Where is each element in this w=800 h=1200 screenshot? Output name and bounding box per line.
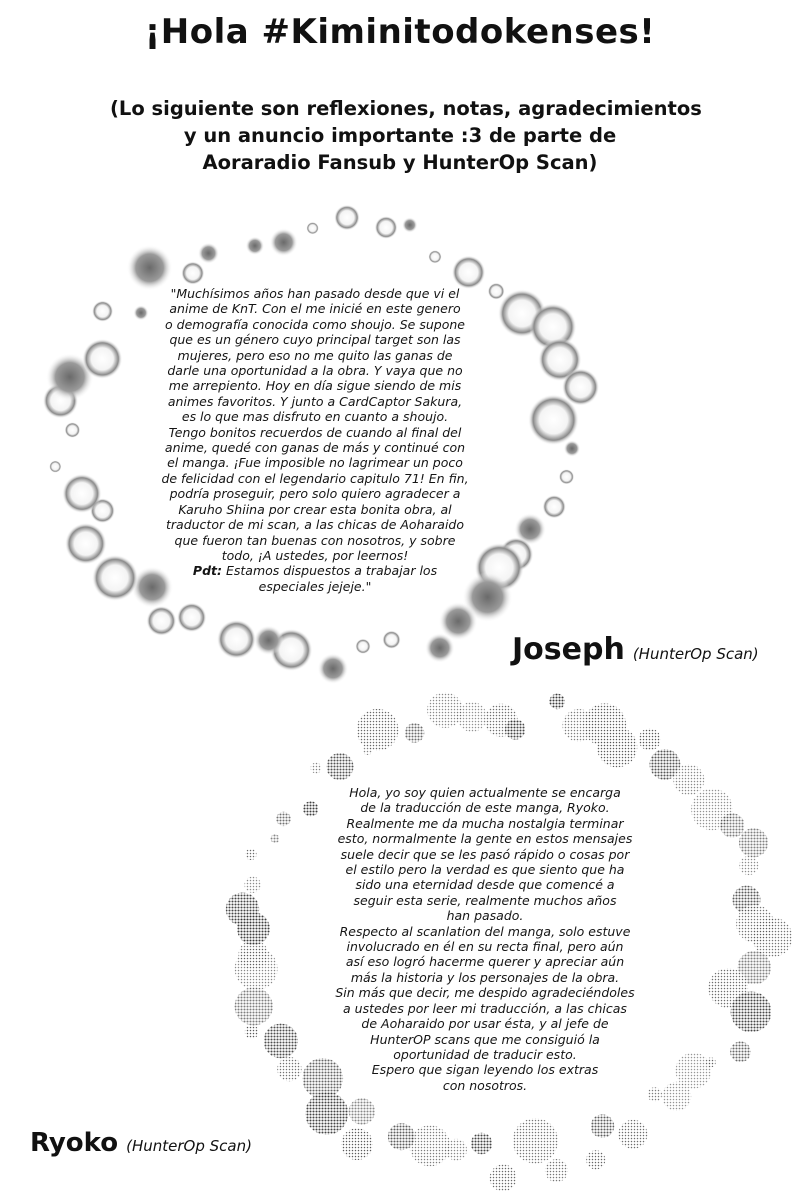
soft-bubble — [318, 653, 349, 684]
note-line: todo, ¡A ustedes, por leernos! — [221, 547, 409, 563]
note-line: "Muchísimos años han pasado desde que vi el — [170, 286, 460, 301]
note-line: Espero que sigan leyendo los extras — [371, 1062, 599, 1078]
dotted-bubble — [245, 1025, 259, 1039]
soft-bubble — [402, 217, 417, 232]
note-line: más la historia y los personajes de la obra. — [350, 969, 620, 985]
dotted-bubble — [427, 692, 463, 728]
soft-bubble — [198, 243, 219, 264]
dotted-bubble — [409, 1125, 450, 1166]
note-line: de felicidad con el legendario capitulo 71! En fin, — [161, 470, 469, 486]
note-line: darle una oportunidad a la obra. Y vaya que no — [167, 363, 463, 379]
dotted-bubble — [739, 856, 758, 875]
dotted-bubble — [505, 719, 525, 739]
soft-bubble — [177, 603, 207, 633]
page-title: ¡Hola #Kiminitodokenses! — [144, 12, 656, 52]
soft-bubble — [127, 245, 173, 291]
dotted-bubble — [457, 702, 487, 732]
note-line: con nosotros. — [442, 1077, 528, 1093]
soft-bubble — [334, 205, 360, 231]
soft-bubble — [528, 394, 579, 445]
note-line: de la traducción de este manga, Ryoko. — [360, 800, 610, 816]
subtitle — [110, 95, 702, 176]
soft-bubble — [146, 606, 176, 636]
dotted-bubble — [490, 1164, 517, 1191]
dotted-bubble — [245, 849, 256, 860]
soft-bubble — [65, 523, 107, 565]
ryoko-signature — [30, 1128, 252, 1158]
dotted-bubble — [326, 753, 353, 780]
dotted-bubble — [549, 694, 565, 710]
soft-bubble — [49, 461, 61, 473]
author-group: (HunterOp Scan) — [632, 645, 759, 663]
soft-bubble — [246, 237, 265, 256]
author-group: (HunterOp Scan) — [126, 1137, 252, 1155]
pdt-text: Estamos dispuestos a trabajar los — [222, 563, 438, 579]
note-line: así eso logró hacerme querer y apreciar aún — [345, 954, 625, 970]
author-name: Joseph — [512, 632, 625, 667]
note-line: esto, normalmente la gente en estos mensajes — [337, 831, 633, 847]
note-line: Hola, yo soy quien actualmente se encarga — [349, 785, 621, 800]
soft-bubble — [82, 339, 122, 379]
soft-bubble — [217, 620, 256, 659]
dotted-bubble — [591, 1114, 615, 1138]
joseph-signature — [512, 632, 759, 667]
pdt-label: Pdt: — [192, 563, 222, 579]
soft-bubble — [355, 639, 370, 654]
dotted-bubble — [244, 877, 260, 893]
dotted-bubble — [271, 834, 280, 843]
joseph-note — [120, 286, 510, 594]
note-line: seguir esta serie, realmente muchos años — [353, 892, 617, 908]
soft-bubble — [543, 495, 566, 518]
note-line: me arrepiento. Hoy en día sigue siendo de mis — [168, 378, 462, 394]
soft-bubble — [62, 474, 101, 513]
dotted-bubble — [597, 727, 637, 767]
soft-bubble — [375, 216, 398, 239]
soft-bubble — [564, 440, 581, 457]
dotted-bubble — [357, 709, 399, 751]
note-line: HunterOP scans que me consiguió la — [370, 1031, 600, 1047]
note-line: oportunidad de traducir esto. — [393, 1046, 577, 1062]
soft-bubble — [181, 262, 204, 285]
note-pdt-line — [120, 563, 510, 578]
dotted-bubble — [276, 812, 290, 826]
note-line: animes favoritos. Y junto a CardCaptor Sakura, — [167, 393, 463, 409]
soft-bubble — [254, 625, 284, 655]
subtitle-line: y un anuncio importante :3 de parte de — [183, 124, 617, 147]
author-name: Ryoko — [30, 1128, 119, 1158]
note-line: Sin más que decir, me despido agradeciéndoles — [335, 985, 635, 1001]
note-line: anime, quedé con ganas de más y continué con — [164, 440, 466, 456]
note-line: sido una eternidad desde que comencé a — [355, 877, 615, 893]
note-line: es lo que mas disfruto en cuanto a shoujo. — [181, 409, 449, 425]
soft-bubble — [425, 633, 455, 663]
soft-bubble — [270, 228, 298, 256]
dotted-bubble — [235, 987, 273, 1025]
note-line: podría proseguir, pero solo quiero agradecer a — [169, 486, 461, 502]
note-line: a ustedes por leer mi traducción, a las chicas — [343, 1000, 627, 1016]
note-line: que es un género cuyo principal target son las — [169, 332, 461, 348]
dotted-bubble — [513, 1118, 558, 1163]
dotted-bubble — [311, 763, 322, 774]
note-line: suele decir que se les pasó rápido o cosas por — [340, 846, 630, 862]
subtitle-line: (Lo siguiente son reflexiones, notas, agradecimientos — [110, 97, 702, 120]
soft-bubble — [452, 255, 486, 289]
note-line: involucrado en él en su recta final, pero aún — [346, 939, 624, 955]
note-line: el manga. ¡Fue imposible no lagrimear un poco — [167, 455, 463, 471]
dotted-bubble — [471, 1133, 492, 1154]
note-line: Respecto al scanlation del manga, solo estuve — [339, 923, 631, 939]
dotted-bubble — [405, 723, 425, 743]
dotted-bubble — [586, 1150, 605, 1169]
dotted-bubble — [349, 1098, 375, 1124]
ryoko-note — [290, 785, 680, 1093]
note-line: mujeres, pero eso no me quito las ganas de — [177, 347, 453, 363]
note-line: que fueron tan buenas con nosotros, y sobre — [174, 532, 456, 548]
dotted-bubble — [545, 1159, 568, 1182]
note-line: Karuho Shiina por crear esta bonita obra, al — [178, 501, 452, 517]
note-line: Tengo bonitos recuerdos de cuando al final del — [168, 424, 462, 440]
note-line: traductor de mi scan, a las chicas de Aoharaido — [166, 517, 464, 533]
note-line: anime de KnT. Con el me inicié en este genero — [169, 301, 461, 317]
dotted-bubble — [739, 828, 768, 857]
dotted-bubble — [736, 905, 774, 943]
dotted-bubble — [720, 813, 745, 838]
dotted-bubble — [388, 1123, 415, 1150]
dotted-bubble — [341, 1128, 373, 1160]
note-line: han pasado. — [446, 908, 524, 924]
soft-bubble — [382, 631, 400, 649]
subtitle-line: Aoraradio Fansub y HunterOp Scan) — [202, 151, 598, 174]
note-line: de Aoharaido por usar ésta, y al jefe de — [361, 1016, 609, 1032]
soft-bubble — [65, 422, 81, 438]
dotted-bubble — [618, 1120, 647, 1149]
soft-bubble — [428, 250, 441, 263]
note-line: el estilo pero la verdad es que siento que ha — [345, 862, 625, 878]
soft-bubble — [306, 222, 318, 234]
note-line: o demografía conocida como shoujo. Se supone — [165, 316, 465, 332]
dotted-bubble — [226, 893, 259, 926]
note-line: Realmente me da mucha nostalgia terminar — [346, 815, 624, 831]
dotted-bubble — [731, 992, 772, 1033]
note-line: especiales jejeje." — [258, 578, 372, 594]
soft-bubble — [92, 301, 113, 322]
dotted-bubble — [639, 728, 661, 750]
soft-bubble — [559, 469, 574, 484]
dotted-bubble — [730, 1041, 751, 1062]
